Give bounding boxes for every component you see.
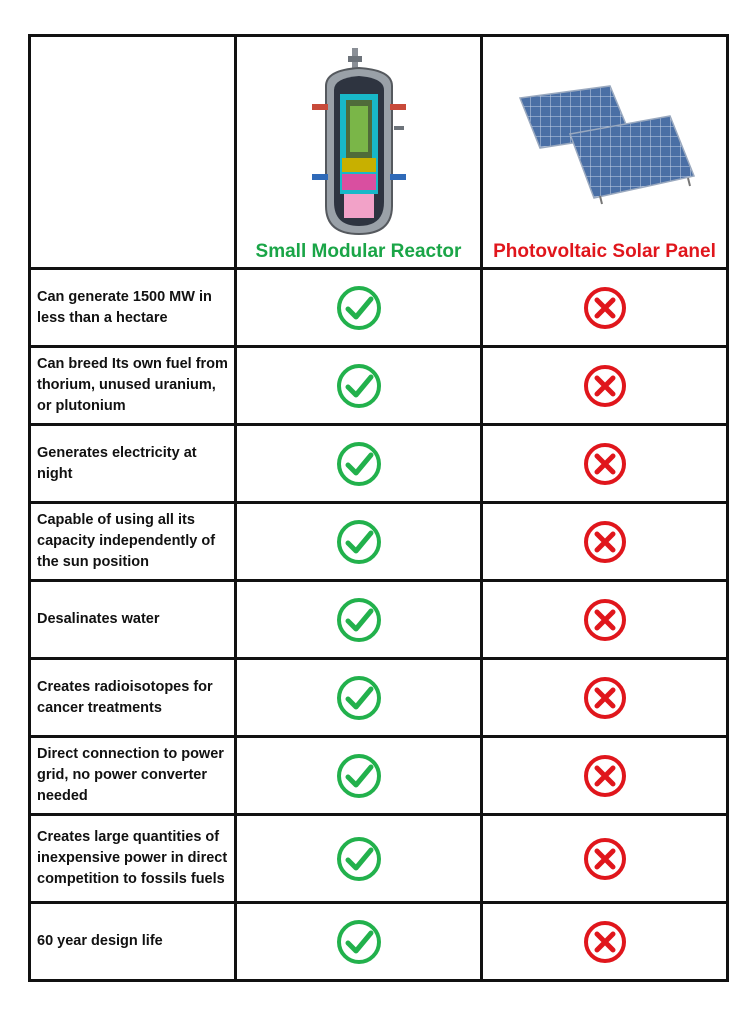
solar-panel-illustration: [510, 76, 700, 206]
table-row: [30, 347, 728, 425]
solar-mark-cell: [482, 269, 728, 347]
comparison-table: [28, 34, 726, 982]
green-check-circle-icon: [336, 285, 382, 331]
green-check-circle-icon: [336, 363, 382, 409]
feature-label: Can generate 1500 MW in less than a hectare: [30, 269, 236, 347]
table-row: [30, 737, 728, 815]
table-row: [30, 659, 728, 737]
reactor-mark-cell: [236, 903, 482, 981]
solar-mark-cell: [482, 737, 728, 815]
feature-label: Creates large quantities of inexpensive power in direct competition to fossils fuels: [30, 815, 236, 903]
reactor-mark-cell: [236, 425, 482, 503]
reactor-illustration: [304, 46, 414, 236]
red-x-circle-icon: [583, 364, 627, 408]
red-x-circle-icon: [583, 754, 627, 798]
solar-mark-cell: [482, 347, 728, 425]
solar-mark-cell: [482, 659, 728, 737]
feature-label: 60 year design life: [30, 903, 236, 981]
table-row: [30, 581, 728, 659]
green-check-circle-icon: [336, 675, 382, 721]
green-check-circle-icon: [336, 919, 382, 965]
red-x-circle-icon: [583, 676, 627, 720]
feature-label: Creates radioisotopes for cancer treatments: [30, 659, 236, 737]
green-check-circle-icon: [336, 836, 382, 882]
solar-mark-cell: [482, 425, 728, 503]
solar-mark-cell: [482, 903, 728, 981]
reactor-mark-cell: [236, 347, 482, 425]
green-check-circle-icon: [336, 441, 382, 487]
solar-mark-cell: [482, 815, 728, 903]
green-check-circle-icon: [336, 519, 382, 565]
table-row: [30, 503, 728, 581]
red-x-circle-icon: [583, 286, 627, 330]
reactor-column-title: Small Modular Reactor: [255, 241, 462, 262]
reactor-mark-cell: [236, 503, 482, 581]
feature-label: Capable of using all its capacity independently of the sun position: [30, 503, 236, 581]
green-check-circle-icon: [336, 753, 382, 799]
red-x-circle-icon: [583, 598, 627, 642]
reactor-mark-cell: [236, 737, 482, 815]
table-row: [30, 815, 728, 903]
header-row: [30, 36, 728, 269]
table-row: [30, 269, 728, 347]
reactor-header-cell: [236, 36, 482, 269]
feature-label: Desalinates water: [30, 581, 236, 659]
empty-corner-cell: [30, 36, 236, 269]
green-check-circle-icon: [336, 597, 382, 643]
red-x-circle-icon: [583, 837, 627, 881]
feature-label: Can breed Its own fuel from thorium, unused uranium, or plutonium: [30, 347, 236, 425]
reactor-mark-cell: [236, 659, 482, 737]
feature-label: Generates electricity at night: [30, 425, 236, 503]
red-x-circle-icon: [583, 442, 627, 486]
reactor-mark-cell: [236, 581, 482, 659]
solar-mark-cell: [482, 503, 728, 581]
reactor-mark-cell: [236, 815, 482, 903]
reactor-mark-cell: [236, 269, 482, 347]
table-row: [30, 425, 728, 503]
table-row: [30, 903, 728, 981]
red-x-circle-icon: [583, 920, 627, 964]
solar-mark-cell: [482, 581, 728, 659]
solar-header-cell: [482, 36, 728, 269]
feature-label: Direct connection to power grid, no power converter needed: [30, 737, 236, 815]
solar-column-title: Photovoltaic Solar Panel: [493, 241, 716, 262]
red-x-circle-icon: [583, 520, 627, 564]
